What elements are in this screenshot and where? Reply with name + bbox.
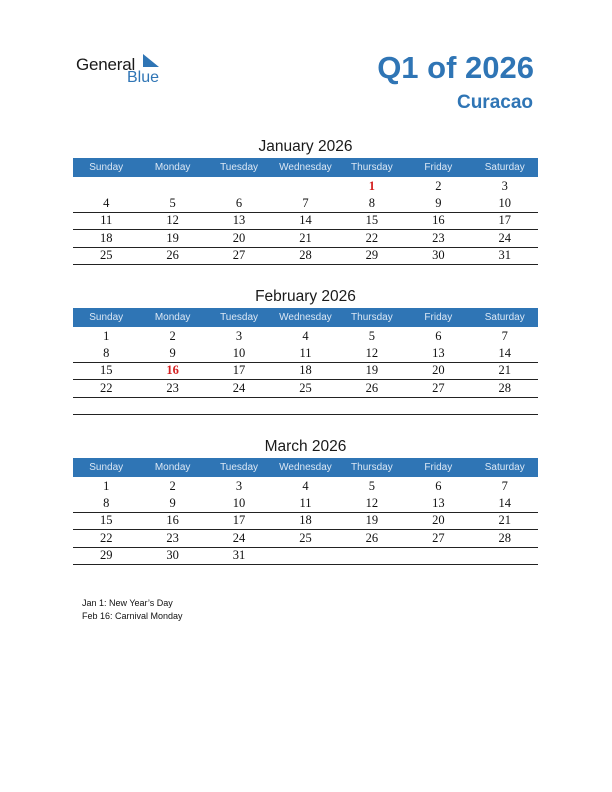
weekday-label: Monday — [154, 462, 191, 473]
holiday-note: Feb 16: Carnival Monday — [82, 611, 183, 621]
day-cell: 17 — [232, 513, 246, 528]
holiday-note: Jan 1: New Year’s Day — [82, 598, 173, 608]
day-cell: 9 — [169, 345, 176, 360]
month-title: January 2026 — [258, 138, 353, 155]
day-cell: 19 — [166, 230, 179, 245]
weekday-label: Friday — [424, 162, 453, 173]
day-cell: 17 — [498, 213, 511, 228]
day-cell: 27 — [432, 530, 445, 545]
weekday-header — [73, 158, 538, 177]
day-cell: 6 — [235, 195, 243, 210]
weekday-label: Saturday — [484, 312, 525, 323]
day-cell: 1 — [103, 328, 110, 343]
day-cell: 21 — [299, 230, 312, 245]
weekday-label: Sunday — [89, 162, 124, 173]
week-row — [73, 345, 538, 363]
week-row — [73, 548, 538, 566]
day-cell: 27 — [232, 248, 246, 263]
day-cell: 2 — [169, 328, 176, 343]
day-cell: 4 — [103, 195, 110, 210]
day-cell: 13 — [432, 345, 445, 360]
day-cell: 15 — [99, 363, 113, 378]
day-cell: 8 — [103, 495, 110, 510]
day-cell: 30 — [166, 548, 179, 563]
day-cell: 11 — [299, 345, 312, 360]
week-row — [73, 248, 538, 266]
day-cell: 31 — [232, 548, 246, 563]
month-title: March 2026 — [264, 438, 347, 455]
day-cell: 12 — [365, 495, 379, 510]
day-cell: 24 — [232, 380, 246, 395]
day-cell: 6 — [435, 478, 442, 493]
weekday-label: Sunday — [89, 462, 124, 473]
week-row — [73, 380, 538, 398]
logo-blue-text: Blue — [127, 69, 160, 86]
day-cell: 10 — [232, 495, 246, 510]
day-cell: 3 — [235, 328, 243, 343]
day-cell: 20 — [432, 363, 445, 378]
day-cell: 26 — [365, 530, 379, 545]
day-cell: 29 — [365, 248, 379, 263]
day-cell: 5 — [169, 195, 176, 210]
day-cell: 12 — [166, 213, 179, 228]
weekday-label: Monday — [154, 312, 191, 323]
generalblue-logo — [76, 52, 176, 88]
day-cell: 22 — [99, 380, 113, 395]
day-cell: 28 — [299, 248, 312, 263]
day-cell: 8 — [368, 195, 376, 210]
weekday-label: Wednesday — [279, 312, 332, 323]
day-cell: 13 — [432, 495, 445, 510]
day-cell: 12 — [365, 345, 379, 360]
day-cell: 15 — [365, 213, 379, 228]
day-cell: 26 — [166, 248, 179, 263]
day-cell: 2 — [435, 178, 442, 193]
weekday-label: Saturday — [484, 462, 525, 473]
day-cell: 7 — [501, 478, 508, 493]
day-cell: 24 — [498, 230, 511, 245]
day-cell: 8 — [103, 345, 110, 360]
day-cell: 3 — [501, 178, 508, 193]
country-name: Curacao — [456, 92, 533, 113]
day-cell: 10 — [232, 345, 246, 360]
day-cell: 14 — [299, 213, 312, 228]
day-cell: 1 — [103, 478, 110, 493]
day-cell: 2 — [169, 478, 176, 493]
day-cell: 20 — [232, 230, 246, 245]
day-cell: 5 — [368, 478, 376, 493]
day-cell: 18 — [299, 363, 312, 378]
day-cell: 1 — [368, 178, 376, 193]
month-january — [73, 136, 538, 265]
weekday-label: Thursday — [351, 312, 393, 323]
day-cell: 11 — [100, 213, 113, 228]
day-cell: 25 — [299, 380, 312, 395]
week-row — [73, 530, 538, 548]
week-row — [73, 213, 538, 231]
week-row — [73, 398, 538, 416]
day-cell: 22 — [99, 530, 113, 545]
day-cell: 22 — [365, 230, 379, 245]
week-row — [73, 230, 538, 248]
day-cell: 11 — [299, 495, 312, 510]
weekday-label: Friday — [424, 312, 453, 323]
day-cell: 23 — [166, 530, 179, 545]
day-cell: 14 — [498, 345, 511, 360]
weekday-label: Wednesday — [279, 462, 332, 473]
day-cell: 27 — [432, 380, 445, 395]
day-cell: 26 — [365, 380, 379, 395]
day-cell: 16 — [166, 363, 179, 378]
logo-triangle-icon — [143, 54, 159, 67]
day-cell: 15 — [99, 513, 113, 528]
day-cell: 21 — [498, 513, 511, 528]
day-cell: 25 — [299, 530, 312, 545]
weekday-label: Monday — [154, 162, 191, 173]
week-row — [73, 195, 538, 213]
week-row — [73, 363, 538, 381]
weekday-label: Tuesday — [220, 162, 259, 173]
day-cell: 10 — [498, 195, 511, 210]
weekday-label: Wednesday — [279, 162, 332, 173]
day-cell: 7 — [501, 328, 508, 343]
day-cell: 18 — [99, 230, 113, 245]
weekday-label: Tuesday — [220, 462, 259, 473]
day-cell: 5 — [368, 328, 376, 343]
weekday-label: Tuesday — [220, 312, 259, 323]
week-row — [73, 327, 538, 345]
day-cell: 3 — [235, 478, 243, 493]
weekday-label: Thursday — [351, 462, 393, 473]
week-row — [73, 177, 538, 195]
weekday-label: Sunday — [89, 312, 124, 323]
day-cell: 23 — [432, 230, 445, 245]
week-row — [73, 477, 538, 495]
week-row — [73, 513, 538, 531]
day-cell: 17 — [232, 363, 246, 378]
day-cell: 19 — [365, 363, 379, 378]
day-cell: 16 — [432, 213, 445, 228]
day-cell: 31 — [498, 248, 511, 263]
day-cell: 30 — [432, 248, 445, 263]
day-cell: 9 — [169, 495, 176, 510]
day-cell: 6 — [435, 328, 442, 343]
day-cell: 18 — [299, 513, 312, 528]
week-row — [73, 495, 538, 513]
weekday-label: Thursday — [351, 162, 393, 173]
day-cell: 13 — [232, 213, 246, 228]
month-march — [73, 436, 538, 565]
month-title: February 2026 — [255, 288, 356, 305]
day-cell: 14 — [498, 495, 511, 510]
quarter-title: Q1 of 2026 — [377, 50, 534, 85]
day-cell: 29 — [99, 548, 113, 563]
holiday-notes — [82, 597, 183, 623]
day-cell: 28 — [498, 380, 511, 395]
day-cell: 28 — [498, 530, 511, 545]
day-cell: 25 — [99, 248, 113, 263]
day-cell: 7 — [302, 195, 309, 210]
day-cell: 21 — [498, 363, 511, 378]
day-cell: 19 — [365, 513, 379, 528]
weekday-label: Saturday — [484, 162, 525, 173]
weekday-header — [73, 458, 538, 477]
weekday-header — [73, 308, 538, 327]
weekday-label: Friday — [424, 462, 453, 473]
day-cell: 20 — [432, 513, 445, 528]
day-cell: 4 — [302, 478, 309, 493]
day-cell: 24 — [232, 530, 246, 545]
logo-general-text: General — [76, 55, 136, 74]
day-cell: 9 — [435, 195, 442, 210]
month-february — [73, 286, 538, 415]
day-cell: 16 — [166, 513, 179, 528]
day-cell: 4 — [302, 328, 309, 343]
day-cell: 23 — [166, 380, 179, 395]
